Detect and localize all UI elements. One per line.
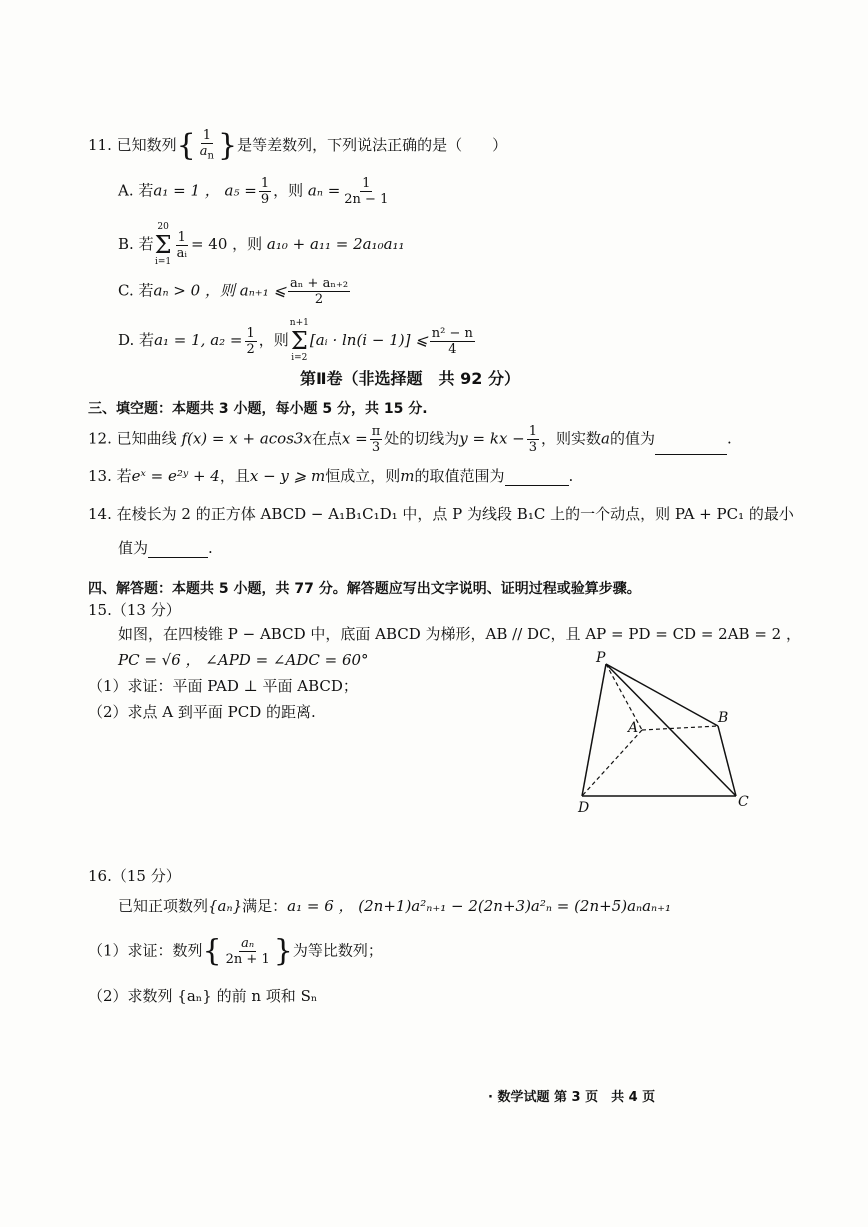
label-A: A <box>628 720 639 736</box>
page-footer: · 数学试题 第 3 页 共 4 页 <box>488 1090 656 1105</box>
q15-line2: PC = √6 ， ∠APD = ∠ADC = 60° <box>118 651 369 669</box>
edge-PC <box>606 664 736 796</box>
q11-pre: 已知数列 <box>116 135 177 154</box>
q15-number: 15.（13 分） <box>88 601 181 619</box>
q14-line2: 值为 . <box>118 539 213 557</box>
answer-blank[interactable] <box>505 469 569 486</box>
edge-PD <box>582 664 606 796</box>
fill-in-section-title: 三、填空题：本题共 3 小题，每小题 5 分，共 15 分. <box>88 401 428 417</box>
q11-option-d: D. 若a₁ = 1, a₂ = $\frac{1}{2}$ ，则 n+1 Σ i=2 [aᵢ · ln(i − 1)] ⩽ $\frac{\text{n² − n}}{4}$ <box>118 318 473 363</box>
answer-blank[interactable] <box>148 541 208 558</box>
q12: 12. 已知曲线 f(x) = x + acos3x在点x = $\frac{\pi}{3}$ 处的切线为y = kx − $\frac{1}{3}$ ，则实数a的值为 . <box>88 424 732 455</box>
q15-line1: 如图，在四棱锥 P − ABCD 中，底面 ABCD 为梯形，AB // DC，且 AP = PD = CD = 2AB = 2 ， <box>118 625 801 643</box>
q11-option-c: C. 若aₙ > 0 ，则 aₙ₊₁ ⩽ $\frac{\text{aₙ + aₙ₊₂}}{2}$ <box>118 276 349 307</box>
q11-option-b: B. 若 20 Σ i=1 $\frac{1}{\text{aᵢ}}$ = 40 ，则 a₁₀ + a₁₁ = 2a₁₀a₁₁ <box>118 222 405 267</box>
q16-part1: （1）求证：数列{ $\frac{\text{aₙ}}{2n + 1}$ }为等比数列； <box>88 933 383 969</box>
label-D: D <box>578 800 590 816</box>
right-brace-icon: } <box>217 127 238 163</box>
sigma-icon: n+1 Σ i=2 <box>289 318 309 363</box>
edge-AB <box>642 726 718 730</box>
q16-number: 16.（15 分） <box>88 867 181 885</box>
q11-number: 11. <box>88 135 112 154</box>
q14-line1: 14. 在棱长为 2 的正方体 ABCD − A₁B₁C₁D₁ 中，点 P 为线段 B₁C 上的一个动点，则 PA + PC₁ 的最小 <box>88 505 794 523</box>
label-C: C <box>738 794 749 810</box>
label-B: B <box>718 710 729 726</box>
q11-post: 是等差数列，下列说法正确的是（ ） <box>237 135 508 154</box>
q11-fraction: $\frac{1}{a_n}$ <box>199 128 214 162</box>
q11-option-a: A. 若a₁ = 1 ， a₅ = $\frac{1}{9}$ ，则 aₙ = $\frac{1}{2n - 1}$ <box>118 176 389 207</box>
q15-part2: （2）求点 A 到平面 PCD 的距离. <box>88 703 316 721</box>
q16-line1: 已知正项数列{aₙ}满足：a₁ = 6 ， (2n+1)a²ₙ₊₁ − 2(2n+3)a²ₙ = (2n+5)aₙaₙ₊₁ <box>118 897 672 915</box>
label-P: P <box>596 650 606 666</box>
edge-AD <box>582 730 642 796</box>
q16-part2: （2）求数列 {aₙ} 的前 n 项和 Sₙ <box>88 987 318 1005</box>
q13: 13. 若eˣ = e²ʸ + 4，且x − y ⩾ m恒成立，则m的取值范围为 . <box>88 467 574 485</box>
q15-part1: （1）求证：平面 PAD ⊥ 平面 ABCD； <box>88 677 358 695</box>
q11-stem <box>88 128 507 164</box>
left-brace-icon: { <box>202 933 222 969</box>
edge-BC <box>718 726 736 796</box>
answer-blank[interactable] <box>655 438 727 455</box>
section-2-title: 第Ⅱ卷（非选择题 共 92 分） <box>300 369 520 388</box>
answer-section-title: 四、解答题：本题共 5 小题，共 77 分。解答题应写出文字说明、证明过程或验算步骤。 <box>88 581 641 597</box>
left-brace-icon: { <box>176 127 196 163</box>
pyramid-figure <box>570 650 770 820</box>
sigma-icon: 20 Σ i=1 <box>154 222 172 267</box>
right-brace-icon: } <box>273 933 293 969</box>
